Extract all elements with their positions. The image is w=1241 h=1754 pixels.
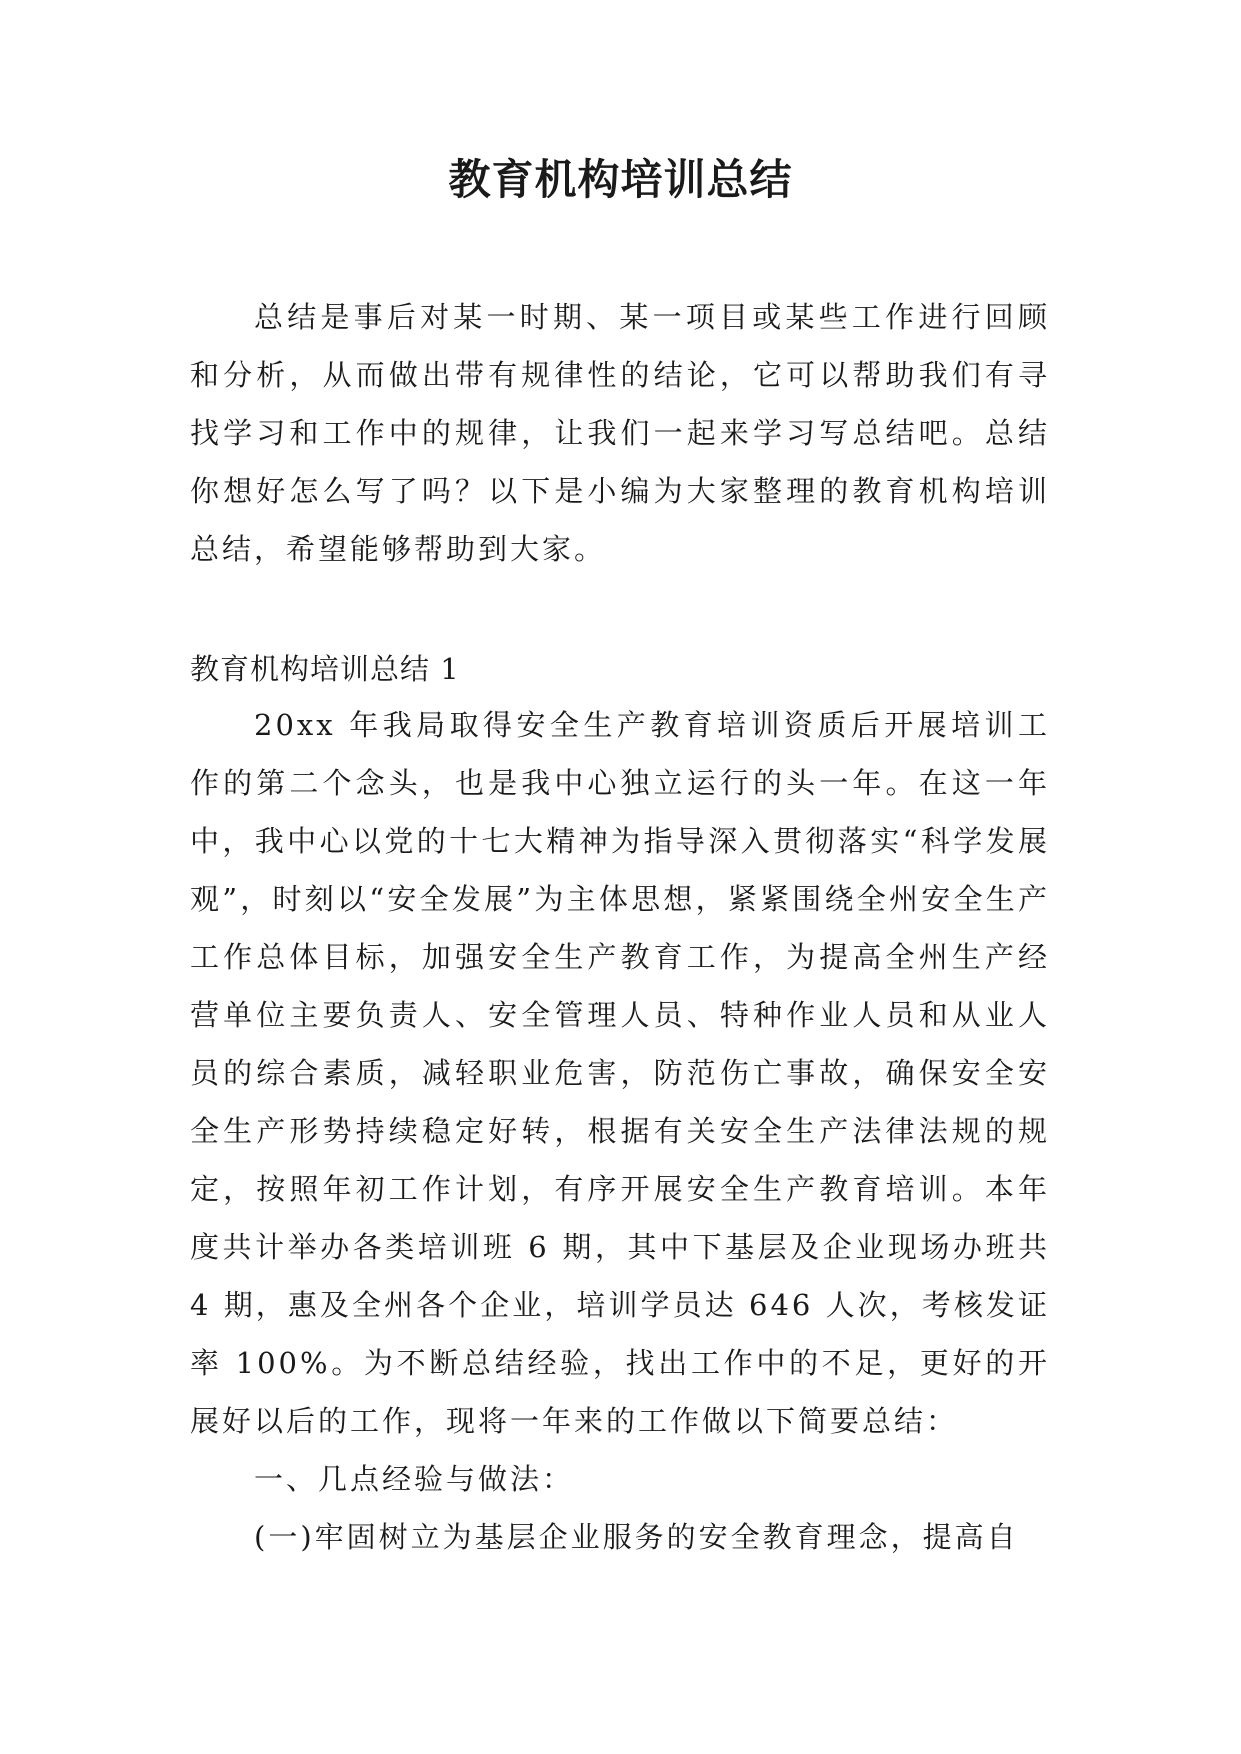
body-paragraph-2: 一、几点经验与做法： [254,1462,575,1496]
body-paragraph-1: 20xx 年我局取得安全生产教育培训资质后开展培训工作的第二个念头，也是我中心独立运行的头一年。在这一年中，我中心以党的十七大精神为指导深入贯彻落实“科学发展观”，时刻以“安全发展”为主体思想，紧紧围绕全州安全生产工作总体目标，加强安全生产教育工作，为提高全州生产经营单位主要负责人、安全管理人员、特种作业人员和从业人员的综合素质，减轻职业危害，防范伤亡事故，确保安全安全生产形势持续稳定好转，根据有关安全生产法律法规的规定，按照年初工作计划，有序开展安全生产教育培训。本年度共计举办各类培训班 6 期，其中下基层及企业现场办班共 4 期，惠及全州各个企业，培训学员达 646 人次，考核发证率 100%。为不断总结经验，找出工作中的不足，更好的开展好以后的工作，现将一年来的工作做以下简要总结： [190,708,1050,1438]
body-paragraph-3: (一)牢固树立为基层企业服务的安全教育理念，提高自 [254,1520,1019,1554]
intro-paragraph: 总结是事后对某一时期、某一项目或某些工作进行回顾和分析，从而做出带有规律性的结论，它可以帮助我们有寻找学习和工作中的规律，让我们一起来学习写总结吧。总结你想好怎么写了吗？以下是小编为大家整理的教育机构培训总结，希望能够帮助到大家。 [190,300,1050,566]
section-heading: 教育机构培训总结 1 [190,652,460,686]
section-body [190,696,1050,1566]
document-title: 教育机构培训总结 [448,155,793,204]
